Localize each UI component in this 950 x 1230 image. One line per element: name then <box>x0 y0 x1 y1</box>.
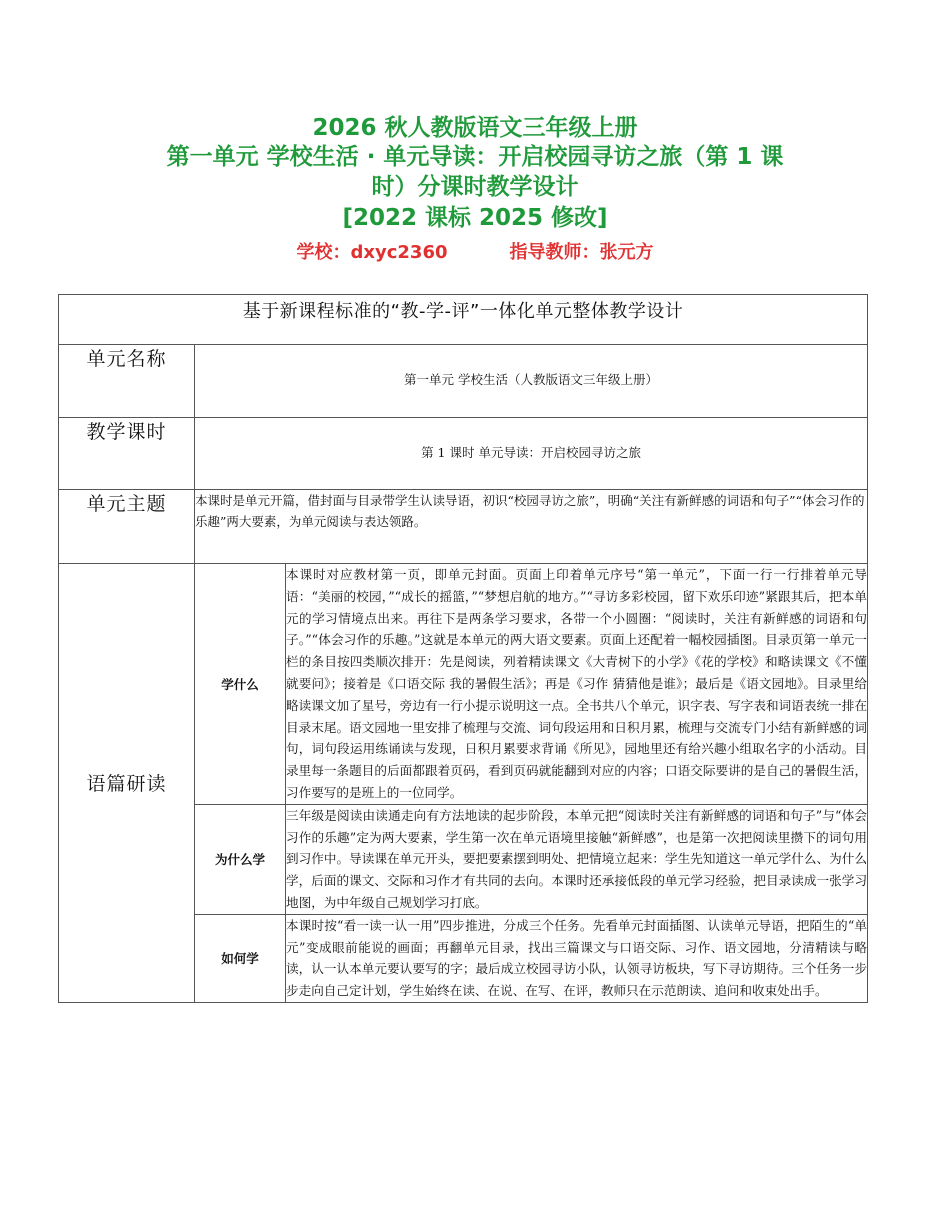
why-label: 为什么学 <box>195 804 286 914</box>
design-table <box>58 294 868 1003</box>
unit-name-cell <box>195 345 868 418</box>
how-label: 如何学 <box>195 914 286 1002</box>
why-value: 三年级是阅读由读通走向有方法地读的起步阶段，本单元把“阅读时关注有新鲜感的词语和句子”与“体会习作的乐趣”定为两大要素，学生第一次在单元语境里接触“新鲜感”，也是第一次把阅读里攒下的词句用到习作中。导读课在单元开头，要把要素摆到明处、把情境立起来：学生先知道这一单元学什么、为什么学，后面的课文、交际和习作才有共同的去向。本课时还承接低段的单元学习经验，把目录读成一张学习地图，为中年级自己规划学习打底。 <box>286 804 868 914</box>
lesson-label: 教学课时 <box>59 418 195 490</box>
document-title-block <box>0 114 950 264</box>
study-label: 语篇研读 <box>59 564 195 1003</box>
title-line-4: [2022 课标 2025 修改] <box>342 205 608 231</box>
what-label: 学什么 <box>195 564 286 805</box>
school-teacher-line <box>0 238 950 264</box>
theme-value: 本课时是单元开篇，借封面与目录带学生认读导语，初识“校园寻访之旅”，明确“关注有新鲜感的词语和句子”“体会习作的乐趣”两大要素，为单元阅读与表达领路。 <box>195 490 868 564</box>
unit-name-label: 单元名称 <box>59 345 195 418</box>
how-value: 本课时按“看一读一认一用”四步推进，分成三个任务。先看单元封面插图、认读单元导语，把陌生的“单元”变成眼前能说的画面；再翻单元目录，找出三篇课文与口语交际、习作、语文园地，分清精读与略读，认一认本单元要认要写的字；最后成立校园寻访小队，认领寻访板块，写下寻访期待。三个任务一步步走向自己定计划，学生始终在读、在说、在写、在评，教师只在示范朗读、追问和收束处出手。 <box>286 914 868 1002</box>
teacher-label: 指导教师：张元方 <box>509 242 654 263</box>
title-line-1: 2026 秋人教版语文三年级上册 <box>312 115 638 141</box>
title-line-3: 时）分课时教学设计 <box>371 174 579 200</box>
title-line-2: 第一单元 学校生活 · 单元导读：开启校园寻访之旅（第 1 课 <box>166 144 784 170</box>
school-label: 学校：dxyc2360 <box>296 242 448 263</box>
table-title: 基于新课程标准的“教-学-评”一体化单元整体教学设计 <box>59 295 868 345</box>
unit-name-value: 第一单元 学校生活（人教版语文三年级上册） <box>404 372 658 387</box>
theme-label: 单元主题 <box>59 490 195 564</box>
lesson-cell <box>195 418 868 490</box>
what-value: 本课时对应教材第一页，即单元封面。页面上印着单元序号“第一单元”，下面一行一行排着单元导语：“美丽的校园，”“成长的摇篮，”“梦想启航的地方。”“寻访多彩校园，留下欢乐印迹”紧跟其后，把本单元的学习情境点出来。再往下是两条学习要求，各带一个小圆圈：“阅读时，关注有新鲜感的词语和句子。”“体会习作的乐趣。”这就是本单元的两大语文要素。页面上还配着一幅校园插图。目录页第一单元一栏的条目按四类顺次排开：先是阅读，列着精读课文《大青树下的小学》《花的学校》和略读课文《不懂就要问》；接着是《口语交际 我的暑假生活》；再是《习作 猜猜他是谁》；最后是《语文园地》。目录里给略读课文加了星号，旁边有一行小提示说明这一点。全书共八个单元，识字表、写字表和词语表统一排在目录末尾。语文园地一里安排了梳理与交流、词句段运用和日积月累，梳理与交流专门小结有新鲜感的词句，词句段运用练诵读与发现，日积月累要求背诵《所见》，园地里还有给兴趣小组取名字的小活动。目录里每一条题目的后面都跟着页码，看到页码就能翻到对应的内容；口语交际要讲的是自己的暑假生活，习作要写的是班上的一位同学。 <box>286 564 868 805</box>
lesson-value: 第 1 课时 单元导读：开启校园寻访之旅 <box>421 445 641 460</box>
